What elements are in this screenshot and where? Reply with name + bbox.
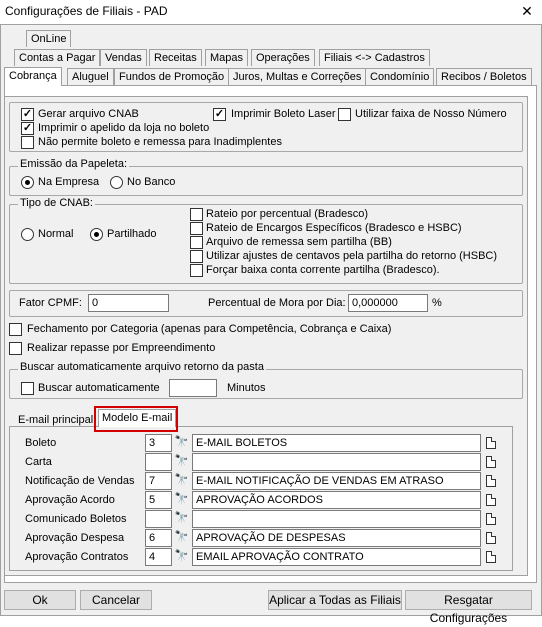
email-desc-comunicado[interactable] [192,510,481,528]
arquivo-remessa-label: Arquivo de remessa sem partilha (BB) [206,236,392,248]
document-icon[interactable] [486,532,496,544]
document-icon[interactable] [486,494,496,506]
tab-email-principal[interactable]: E-mail principal [18,414,94,426]
tab-online[interactable]: OnLine [26,30,71,47]
email-desc-aprov-despesa[interactable]: APROVAÇÃO DE DESPESAS [192,529,481,547]
nao-permite-label: Não permite boleto e remessa para Inadimplentes [38,136,282,148]
tab-vendas[interactable]: Vendas [100,49,147,66]
email-code-aprov-acordo[interactable]: 5 [145,491,172,509]
binoculars-icon[interactable]: 🔭 [174,493,189,505]
tab-cobranca[interactable]: Cobrança [4,67,62,86]
email-desc-boleto[interactable]: E-MAIL BOLETOS [192,434,481,452]
tab-condominio[interactable]: Condomínio [365,68,434,85]
gerar-cnab-checkbox[interactable]: ✓ [22,108,33,120]
rateio-encargos-checkbox[interactable] [190,222,203,235]
tab-modelo-email[interactable]: Modelo E-mail [98,409,176,427]
email-row-label-boleto: Boleto [25,437,57,449]
binoculars-icon[interactable]: 🔭 [174,531,189,543]
tab-mapas[interactable]: Mapas [205,49,248,66]
window-title: Configurações de Filiais - PAD [5,4,168,18]
document-icon[interactable] [486,475,496,487]
tab-receitas[interactable]: Receitas [149,49,202,66]
arquivo-remessa-checkbox[interactable] [190,236,203,249]
tab-operacoes[interactable]: Operações [251,49,315,66]
document-icon[interactable] [486,551,496,563]
email-code-aprov-despesa[interactable]: 6 [145,529,172,547]
tipo-cnab-title: Tipo de CNAB: [20,197,93,209]
imprimir-apelido-label: Imprimir o apelido da loja no boleto [38,122,210,134]
email-row-label-aprov-despesa: Aprovação Despesa [25,532,125,544]
buscar-minutos-label: Minutos [227,382,266,394]
rateio-percentual-label: Rateio por percentual (Bradesco) [206,208,369,220]
partilhado-label: Partilhado [107,228,157,240]
partilhado-radio[interactable] [90,228,103,241]
email-row-label-comunicado: Comunicado Boletos [25,513,127,525]
forcar-baixa-label: Forçar baixa conta corrente partilha (Bradesco). [206,264,440,276]
email-code-notificacao[interactable]: 7 [145,472,172,490]
resgatar-config-button[interactable]: Resgatar Configurações [405,590,532,610]
utilizar-faixa-checkbox[interactable] [338,108,351,121]
email-desc-carta[interactable] [192,453,481,471]
email-row-label-aprov-contratos: Aprovação Contratos [25,551,129,563]
ok-button[interactable]: Ok [4,590,76,610]
email-row-label-notificacao: Notificação de Vendas [25,475,135,487]
repasse-checkbox[interactable] [9,342,22,355]
imprimir-boleto-laser-label: Imprimir Boleto Laser [231,108,336,120]
normal-label: Normal [38,228,74,240]
fechamento-label: Fechamento por Categoria (apenas para Competência, Cobrança e Caixa) [27,323,392,335]
rateio-percentual-checkbox[interactable] [190,208,203,221]
email-row-label-carta: Carta [25,456,52,468]
binoculars-icon[interactable]: 🔭 [174,474,189,486]
binoculars-icon[interactable]: 🔭 [174,436,189,448]
tab-aluguel[interactable]: Aluguel [67,68,114,85]
utilizar-faixa-label: Utilizar faixa de Nosso Número [355,108,507,120]
mora-percent: % [432,297,442,309]
forcar-baixa-checkbox[interactable] [190,264,203,277]
binoculars-icon[interactable]: 🔭 [174,455,189,467]
aplicar-todas-button[interactable]: Aplicar a Todas as Filiais [268,590,402,610]
fator-cpmf-label: Fator CPMF: [19,297,82,309]
buscar-title: Buscar automaticamente arquivo retorno da pasta [20,361,264,373]
no-banco-label: No Banco [127,176,176,188]
document-icon[interactable] [486,456,496,468]
gerar-cnab-label: Gerar arquivo CNAB [38,108,139,120]
email-row-label-aprov-acordo: Aprovação Acordo [25,494,115,506]
tab-juros-multas[interactable]: Juros, Multas e Correções [228,68,366,85]
imprimir-apelido-checkbox[interactable]: ✓ [22,122,33,134]
email-desc-aprov-acordo[interactable]: APROVAÇÃO ACORDOS [192,491,481,509]
cancelar-button[interactable]: Cancelar [80,590,152,610]
emissao-title: Emissão da Papeleta: [20,158,128,170]
ajustes-centavos-label: Utilizar ajustes de centavos pela partilha do retorno (HSBC) [206,250,498,262]
email-code-comunicado[interactable] [145,510,172,528]
tab-fundos-de-promocao[interactable]: Fundos de Promoção [114,68,229,85]
email-desc-notificacao[interactable]: E-MAIL NOTIFICAÇÃO DE VENDAS EM ATRASO [192,472,481,490]
email-code-aprov-contratos[interactable]: 4 [145,548,172,566]
no-banco-radio[interactable] [110,176,123,189]
buscar-auto-label: Buscar automaticamente [38,382,160,394]
binoculars-icon[interactable]: 🔭 [174,550,189,562]
tab-contas-a-pagar[interactable]: Contas a Pagar [14,49,100,66]
buscar-minutos-input[interactable] [169,379,217,397]
na-empresa-radio[interactable] [21,176,34,189]
rateio-encargos-label: Rateio de Encargos Específicos (Bradesco e HSBC) [206,222,462,234]
repasse-label: Realizar repasse por Empreendimento [27,342,216,354]
email-desc-aprov-contratos[interactable]: EMAIL APROVAÇÃO CONTRATO [192,548,481,566]
tab-recibos-boletos[interactable]: Recibos / Boletos [436,68,532,85]
email-code-carta[interactable] [145,453,172,471]
tab-filiais-cadastros[interactable]: Filiais <-> Cadastros [319,49,430,66]
buscar-auto-checkbox[interactable] [21,382,34,395]
normal-radio[interactable] [21,228,34,241]
nao-permite-checkbox[interactable] [21,136,34,149]
mora-label: Percentual de Mora por Dia: [208,297,346,309]
imprimir-boleto-laser-checkbox[interactable]: ✓ [214,108,225,120]
document-icon[interactable] [486,513,496,525]
binoculars-icon[interactable]: 🔭 [174,512,189,524]
mora-input[interactable]: 0,000000 [348,294,428,312]
email-code-boleto[interactable]: 3 [145,434,172,452]
ajustes-centavos-checkbox[interactable] [190,250,203,263]
document-icon[interactable] [486,437,496,449]
fator-cpmf-input[interactable]: 0 [88,294,169,312]
fechamento-checkbox[interactable] [9,323,22,336]
na-empresa-label: Na Empresa [38,176,100,188]
close-button[interactable]: ✕ [521,3,533,19]
